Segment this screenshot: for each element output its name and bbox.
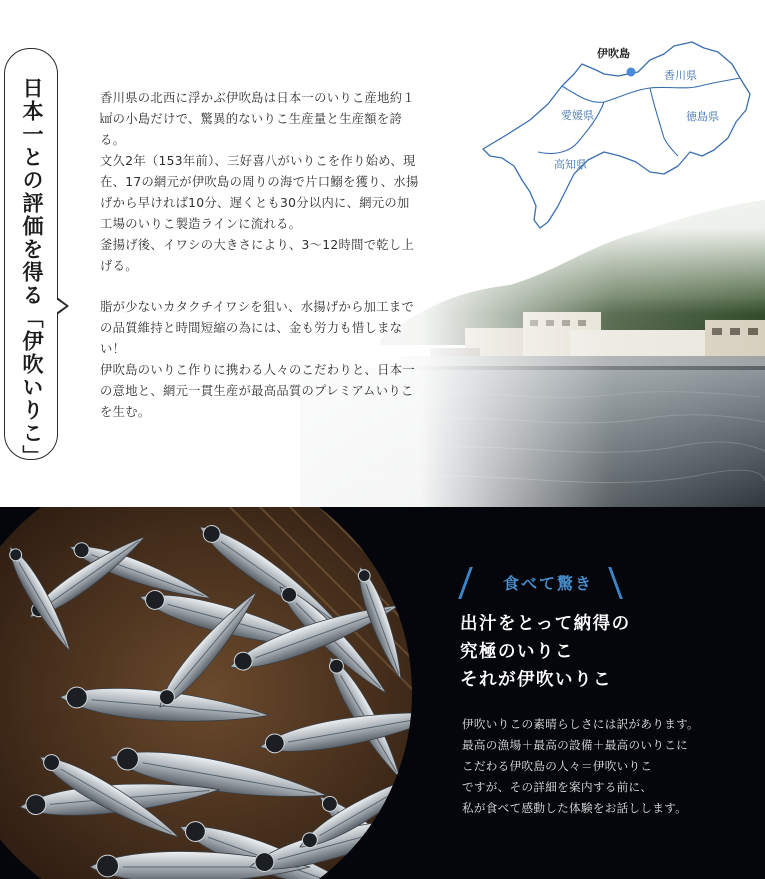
headline-line: 出汁をとって納得の [460, 614, 631, 634]
feature-headline [460, 610, 750, 694]
description-line: 私が食べて感動した体験をお話しします。 [462, 801, 688, 815]
vertical-title-box [4, 48, 58, 468]
ibuki-island-marker [627, 68, 636, 77]
intro-paragraph: 文久2年（153年前）、三好喜八がいりこを作り始め、現在、17の網元が伊吹島の周りの海で片口鰯を獲り、水揚げから早ければ10分、遅くとも30分以内に、網元の加工場のいりこ製造ラインに流れる。 [100, 154, 419, 231]
tokushima-label: 徳島県 [686, 110, 719, 123]
intro-paragraph: 釜揚げ後、イワシの大きさにより、3〜12時間で乾し上げる。 [100, 238, 415, 273]
page-title: 日本一との評価を得る「伊吹いりこ」 [20, 77, 44, 468]
description-line: ですが、その詳細を案内する前に、 [462, 780, 653, 794]
slash-right [608, 567, 623, 599]
headline-line: 究極のいりこ [460, 642, 574, 662]
intro-paragraph: 伊吹島のいりこ作りに携わる人々のこだわりと、日本一の意地と、網元一貫生産が最高品質のプレミアムいりこを生む。 [100, 363, 415, 419]
headline-line: それが伊吹いりこ [460, 670, 612, 690]
shikoku-outline [483, 42, 750, 228]
ehime-label: 愛媛県 [561, 109, 594, 122]
shikoku-map [478, 34, 763, 234]
kagawa-label: 香川県 [664, 69, 697, 82]
island-label: 伊吹島 [597, 47, 630, 60]
description-line: 最高の漁場＋最高の設備＋最高のいりこに [462, 738, 688, 752]
intro-paragraph: 香川県の北西に浮かぶ伊吹島は日本一のいりこ産地約１㎢の小島だけで、驚異的ないりこ生産量と生産額を誇る。 [100, 91, 415, 147]
slash-left [458, 567, 473, 599]
feature-section [0, 507, 765, 879]
description-line: 伊吹いりこの素晴らしさには訳があります。 [462, 717, 699, 731]
tagline [458, 567, 658, 599]
description-line: こだわる伊吹島の人々＝伊吹いりこ [462, 759, 653, 773]
feature-description [462, 714, 757, 819]
intro-paragraph: 脂が少ないカタクチイワシを狙い、水揚げから加工までの品質維持と時間短縮の為には、金も労力も惜しまない！ [100, 300, 415, 356]
prefecture-border [650, 88, 678, 156]
kochi-label: 高知県 [554, 158, 587, 171]
tagline-text: 食べて驚き [502, 574, 593, 593]
intro-text [100, 88, 420, 423]
